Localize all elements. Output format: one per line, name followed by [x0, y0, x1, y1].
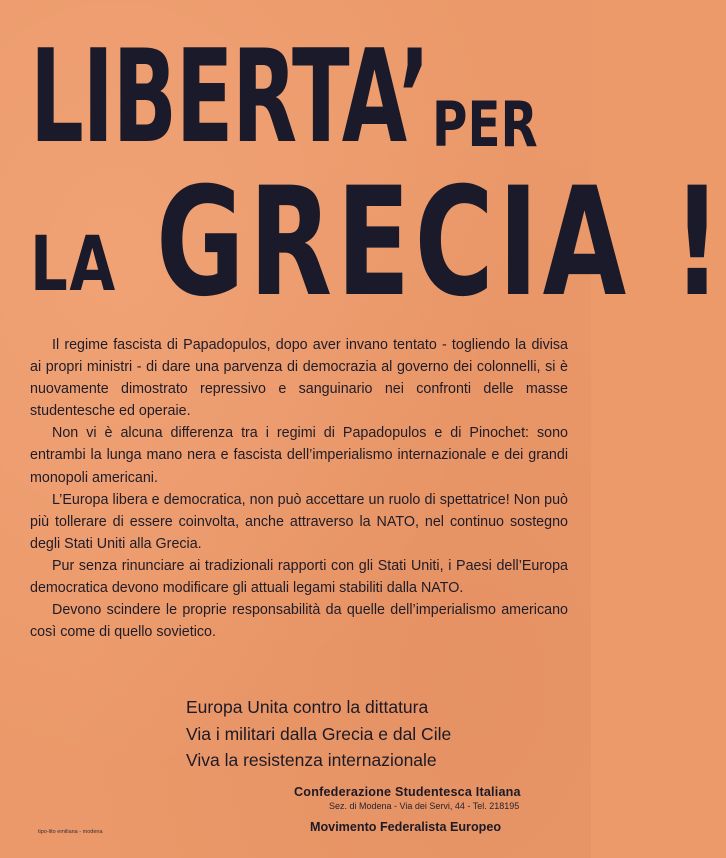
- slogans: [186, 694, 451, 774]
- organization-name: Confederazione Studentesca Italiana: [294, 785, 521, 799]
- slogan: Via i militari dalla Grecia e dal Cile: [186, 723, 452, 744]
- paragraph: Il regime fascista di Papadopulos, dopo aver invano tentato - togliendo la divisa ai propri ministri - di dare una parvenza di democrazia al governo dei colonnelli, si è nuovamente dimostrato repressivo e sanguinario nei confronti delle masse studentesche ed operaie.: [30, 337, 568, 420]
- headline-grecia: GRECIA !: [156, 156, 726, 330]
- headline-la: LA: [30, 219, 117, 308]
- headline-per: PER: [432, 88, 538, 161]
- organization-name-secondary: Movimento Federalista Europeo: [310, 820, 502, 834]
- body-text: [30, 334, 568, 643]
- paragraph: Non vi è alcuna differenza tra i regimi di Papadopulos e di Pinochet: sono entrambi la lunga mano nera e fascista dell’imperialismo internazionale e dei grandi monopoli americani.: [30, 425, 568, 486]
- headline-liberta: LIBERTA’: [30, 23, 429, 172]
- paragraph: Devono scindere le proprie responsabilità da quelle dell’imperialismo americano così come di quello sovietico.: [30, 602, 568, 641]
- paragraph: Pur senza rinunciare ai tradizionali rapporti con gli Stati Uniti, i Paesi dell’Europa democratica devono modificare gli attuali legami stabiliti dalla NATO.: [30, 557, 568, 597]
- slogan: Viva la resistenza internazionale: [186, 750, 437, 770]
- organization-address: Sez. di Modena - Via dei Servi, 44 - Tel. 218195: [329, 801, 520, 811]
- slogan: Europa Unita contro la dittatura: [186, 697, 429, 717]
- paragraph: L’Europa libera e democratica, non può accettare un ruolo di spettatrice! Non può più tollerare di essere coinvolta, anche attraverso la NATO, nel continuo sostegno degli Stati Uniti alla Grecia.: [30, 491, 568, 552]
- printer-credit: tipo-lito emiliana - modena: [38, 829, 103, 835]
